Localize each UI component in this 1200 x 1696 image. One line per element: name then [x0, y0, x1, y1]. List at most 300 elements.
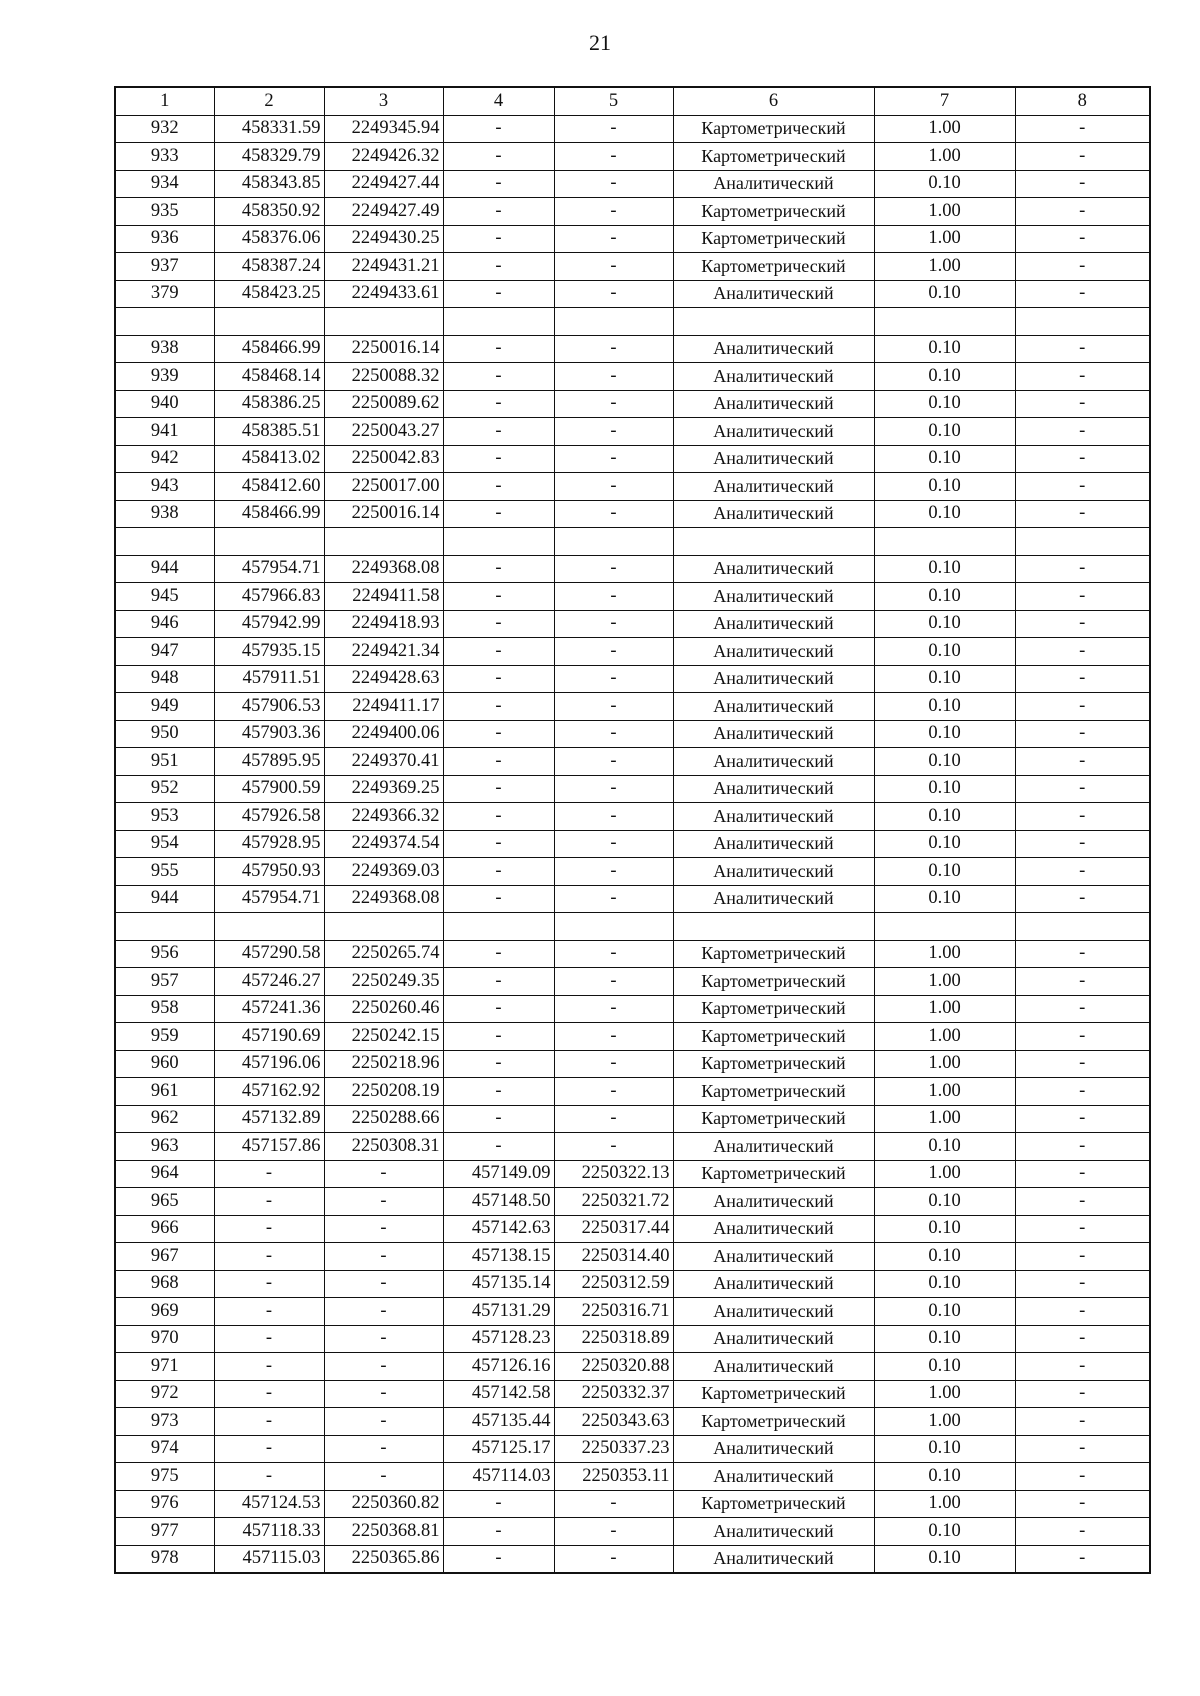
x-existing-cell [214, 308, 324, 336]
method-cell: Аналитический [673, 1243, 874, 1271]
point-number-cell: 967 [115, 1243, 214, 1271]
table-row [115, 1188, 1150, 1216]
point-number-cell: 938 [115, 335, 214, 363]
accuracy-cell: 1.00 [874, 1160, 1015, 1188]
point-number-cell: 940 [115, 390, 214, 418]
accuracy-cell: 0.10 [874, 418, 1015, 446]
accuracy-cell: 0.10 [874, 830, 1015, 858]
x-new-cell: - [443, 170, 554, 198]
method-cell: Аналитический [673, 748, 874, 776]
description-cell: - [1015, 858, 1150, 886]
x-new-cell: - [443, 995, 554, 1023]
y-new-cell: - [554, 253, 673, 281]
table-row [115, 1463, 1150, 1491]
table-row [115, 555, 1150, 583]
point-number-cell: 937 [115, 253, 214, 281]
accuracy-cell: 0.10 [874, 1270, 1015, 1298]
description-cell: - [1015, 1078, 1150, 1106]
method-cell: Картометрический [673, 1380, 874, 1408]
x-existing-cell: - [214, 1243, 324, 1271]
x-existing-cell: - [214, 1435, 324, 1463]
method-cell [673, 308, 874, 336]
method-cell: Аналитический [673, 1463, 874, 1491]
x-existing-cell: 458466.99 [214, 335, 324, 363]
x-new-cell: - [443, 390, 554, 418]
y-new-cell: - [554, 940, 673, 968]
method-cell: Аналитический [673, 473, 874, 501]
description-cell: - [1015, 1050, 1150, 1078]
table-row [115, 335, 1150, 363]
accuracy-cell: 0.10 [874, 363, 1015, 391]
x-existing-cell: 458386.25 [214, 390, 324, 418]
table-row [115, 1325, 1150, 1353]
x-new-cell: - [443, 363, 554, 391]
y-new-cell: - [554, 775, 673, 803]
accuracy-cell: 0.10 [874, 665, 1015, 693]
accuracy-cell: 0.10 [874, 803, 1015, 831]
description-cell: - [1015, 583, 1150, 611]
accuracy-cell [874, 528, 1015, 556]
column-header-4: 4 [443, 87, 554, 115]
accuracy-cell: 0.10 [874, 335, 1015, 363]
description-cell: - [1015, 1490, 1150, 1518]
y-new-cell: - [554, 198, 673, 226]
x-new-cell: - [443, 198, 554, 226]
table-row [115, 1545, 1150, 1573]
x-new-cell: - [443, 748, 554, 776]
description-cell: - [1015, 1105, 1150, 1133]
x-existing-cell: 457132.89 [214, 1105, 324, 1133]
y-new-cell: - [554, 1133, 673, 1161]
accuracy-cell: 0.10 [874, 1133, 1015, 1161]
y-new-cell: - [554, 693, 673, 721]
table-row [115, 418, 1150, 446]
x-new-cell: - [443, 445, 554, 473]
point-number-cell: 952 [115, 775, 214, 803]
table-row [115, 253, 1150, 281]
method-cell: Картометрический [673, 1490, 874, 1518]
table-row [115, 1243, 1150, 1271]
method-cell: Аналитический [673, 638, 874, 666]
x-new-cell: - [443, 803, 554, 831]
x-existing-cell: 458468.14 [214, 363, 324, 391]
x-new-cell: - [443, 555, 554, 583]
table-row [115, 390, 1150, 418]
accuracy-cell: 0.10 [874, 720, 1015, 748]
point-number-cell: 975 [115, 1463, 214, 1491]
description-cell: - [1015, 610, 1150, 638]
y-new-cell: - [554, 115, 673, 143]
y-existing-cell: 2249427.49 [324, 198, 443, 226]
method-cell [673, 528, 874, 556]
point-number-cell: 945 [115, 583, 214, 611]
x-existing-cell: 457290.58 [214, 940, 324, 968]
column-header-2: 2 [214, 87, 324, 115]
table-row [115, 528, 1150, 556]
y-new-cell: - [554, 1050, 673, 1078]
x-existing-cell: 457124.53 [214, 1490, 324, 1518]
method-cell: Аналитический [673, 1215, 874, 1243]
y-existing-cell: 2250260.46 [324, 995, 443, 1023]
accuracy-cell: 0.10 [874, 390, 1015, 418]
point-number-cell: 948 [115, 665, 214, 693]
x-existing-cell: 458343.85 [214, 170, 324, 198]
accuracy-cell: 0.10 [874, 858, 1015, 886]
y-new-cell: - [554, 445, 673, 473]
table-row [115, 583, 1150, 611]
point-number-cell: 953 [115, 803, 214, 831]
accuracy-cell: 0.10 [874, 693, 1015, 721]
x-existing-cell [214, 913, 324, 941]
y-existing-cell: - [324, 1353, 443, 1381]
x-existing-cell: - [214, 1325, 324, 1353]
point-number-cell: 976 [115, 1490, 214, 1518]
table-row [115, 610, 1150, 638]
table-row [115, 803, 1150, 831]
accuracy-cell: 1.00 [874, 940, 1015, 968]
y-new-cell: - [554, 555, 673, 583]
y-existing-cell: - [324, 1298, 443, 1326]
method-cell: Аналитический [673, 858, 874, 886]
y-new-cell: - [554, 170, 673, 198]
x-new-cell: - [443, 830, 554, 858]
method-cell: Картометрический [673, 1160, 874, 1188]
description-cell: - [1015, 225, 1150, 253]
x-existing-cell: 458385.51 [214, 418, 324, 446]
y-existing-cell: 2249374.54 [324, 830, 443, 858]
table-row [115, 1435, 1150, 1463]
x-existing-cell: 457162.92 [214, 1078, 324, 1106]
method-cell: Аналитический [673, 610, 874, 638]
method-cell: Картометрический [673, 1023, 874, 1051]
y-new-cell: 2250320.88 [554, 1353, 673, 1381]
x-new-cell: 457135.44 [443, 1408, 554, 1436]
description-cell: - [1015, 115, 1150, 143]
point-number-cell: 379 [115, 280, 214, 308]
y-existing-cell: 2249366.32 [324, 803, 443, 831]
accuracy-cell: 1.00 [874, 253, 1015, 281]
x-existing-cell: - [214, 1380, 324, 1408]
y-new-cell: - [554, 143, 673, 171]
method-cell: Аналитический [673, 1298, 874, 1326]
point-number-cell: 943 [115, 473, 214, 501]
x-new-cell: - [443, 775, 554, 803]
y-new-cell: 2250353.11 [554, 1463, 673, 1491]
point-number-cell: 970 [115, 1325, 214, 1353]
method-cell: Аналитический [673, 390, 874, 418]
y-existing-cell: 2250365.86 [324, 1545, 443, 1573]
x-existing-cell: 457903.36 [214, 720, 324, 748]
description-cell: - [1015, 775, 1150, 803]
point-number-cell: 962 [115, 1105, 214, 1133]
y-new-cell: - [554, 1518, 673, 1546]
y-new-cell: - [554, 280, 673, 308]
description-cell [1015, 308, 1150, 336]
x-existing-cell: 457246.27 [214, 968, 324, 996]
x-new-cell: - [443, 225, 554, 253]
x-new-cell: 457131.29 [443, 1298, 554, 1326]
description-cell: - [1015, 1188, 1150, 1216]
method-cell: Аналитический [673, 1353, 874, 1381]
method-cell: Картометрический [673, 1408, 874, 1436]
x-existing-cell: 457928.95 [214, 830, 324, 858]
point-number-cell: 955 [115, 858, 214, 886]
description-cell: - [1015, 170, 1150, 198]
y-existing-cell: - [324, 1435, 443, 1463]
accuracy-cell: 0.10 [874, 1215, 1015, 1243]
point-number-cell: 936 [115, 225, 214, 253]
y-existing-cell: 2250017.00 [324, 473, 443, 501]
y-existing-cell: 2249431.21 [324, 253, 443, 281]
accuracy-cell: 1.00 [874, 995, 1015, 1023]
column-header-7: 7 [874, 87, 1015, 115]
table-row [115, 775, 1150, 803]
x-existing-cell: 457935.15 [214, 638, 324, 666]
x-existing-cell: - [214, 1408, 324, 1436]
method-cell: Аналитический [673, 583, 874, 611]
x-existing-cell: - [214, 1215, 324, 1243]
method-cell: Аналитический [673, 170, 874, 198]
table-row [115, 1023, 1150, 1051]
point-number-cell: 946 [115, 610, 214, 638]
y-existing-cell: - [324, 1325, 443, 1353]
y-existing-cell: 2249421.34 [324, 638, 443, 666]
y-new-cell: - [554, 473, 673, 501]
y-existing-cell: 2250360.82 [324, 1490, 443, 1518]
x-new-cell: - [443, 115, 554, 143]
y-existing-cell: - [324, 1463, 443, 1491]
point-number-cell: 941 [115, 418, 214, 446]
point-number-cell: 938 [115, 500, 214, 528]
y-existing-cell: 2249427.44 [324, 170, 443, 198]
x-new-cell: - [443, 968, 554, 996]
description-cell: - [1015, 940, 1150, 968]
accuracy-cell: 0.10 [874, 1518, 1015, 1546]
accuracy-cell: 1.00 [874, 1408, 1015, 1436]
point-number-cell: 954 [115, 830, 214, 858]
description-cell: - [1015, 830, 1150, 858]
x-new-cell: 457138.15 [443, 1243, 554, 1271]
table-row [115, 995, 1150, 1023]
description-cell: - [1015, 1298, 1150, 1326]
x-existing-cell: - [214, 1188, 324, 1216]
y-existing-cell: 2250016.14 [324, 335, 443, 363]
description-cell: - [1015, 473, 1150, 501]
method-cell: Аналитический [673, 555, 874, 583]
x-existing-cell: 457966.83 [214, 583, 324, 611]
table-row [115, 1490, 1150, 1518]
table-body [115, 115, 1150, 1573]
description-cell: - [1015, 390, 1150, 418]
y-new-cell: 2250312.59 [554, 1270, 673, 1298]
x-new-cell: - [443, 143, 554, 171]
description-cell: - [1015, 1518, 1150, 1546]
x-existing-cell: 458423.25 [214, 280, 324, 308]
y-new-cell: 2250317.44 [554, 1215, 673, 1243]
y-new-cell [554, 913, 673, 941]
x-new-cell: - [443, 1545, 554, 1573]
point-number-cell: 977 [115, 1518, 214, 1546]
description-cell: - [1015, 1243, 1150, 1271]
table-row [115, 1518, 1150, 1546]
x-new-cell: - [443, 693, 554, 721]
method-cell: Аналитический [673, 1270, 874, 1298]
point-number-cell: 935 [115, 198, 214, 226]
x-new-cell: - [443, 583, 554, 611]
y-new-cell: 2250332.37 [554, 1380, 673, 1408]
method-cell: Картометрический [673, 968, 874, 996]
point-number-cell: 944 [115, 885, 214, 913]
x-existing-cell: 458376.06 [214, 225, 324, 253]
point-number-cell: 966 [115, 1215, 214, 1243]
description-cell: - [1015, 1353, 1150, 1381]
x-existing-cell: 457190.69 [214, 1023, 324, 1051]
description-cell: - [1015, 1408, 1150, 1436]
accuracy-cell: 1.00 [874, 1050, 1015, 1078]
x-existing-cell: 457241.36 [214, 995, 324, 1023]
point-number-cell: 939 [115, 363, 214, 391]
point-number-cell: 971 [115, 1353, 214, 1381]
point-number-cell [115, 528, 214, 556]
accuracy-cell: 0.10 [874, 500, 1015, 528]
accuracy-cell: 1.00 [874, 1078, 1015, 1106]
description-cell: - [1015, 720, 1150, 748]
y-existing-cell [324, 308, 443, 336]
accuracy-cell: 0.10 [874, 445, 1015, 473]
description-cell: - [1015, 1545, 1150, 1573]
accuracy-cell: 0.10 [874, 280, 1015, 308]
method-cell [673, 913, 874, 941]
point-number-cell: 944 [115, 555, 214, 583]
x-existing-cell: 457196.06 [214, 1050, 324, 1078]
y-new-cell: - [554, 583, 673, 611]
y-new-cell: - [554, 1490, 673, 1518]
x-new-cell: - [443, 638, 554, 666]
y-existing-cell: 2250208.19 [324, 1078, 443, 1106]
description-cell: - [1015, 803, 1150, 831]
description-cell: - [1015, 1435, 1150, 1463]
x-new-cell: - [443, 253, 554, 281]
x-new-cell: 457128.23 [443, 1325, 554, 1353]
accuracy-cell: 0.10 [874, 1298, 1015, 1326]
x-existing-cell: 457950.93 [214, 858, 324, 886]
accuracy-cell: 1.00 [874, 1380, 1015, 1408]
accuracy-cell: 0.10 [874, 610, 1015, 638]
x-new-cell: - [443, 335, 554, 363]
description-cell: - [1015, 665, 1150, 693]
y-new-cell: - [554, 858, 673, 886]
description-cell: - [1015, 995, 1150, 1023]
y-existing-cell: 2249400.06 [324, 720, 443, 748]
x-new-cell [443, 528, 554, 556]
y-existing-cell: - [324, 1408, 443, 1436]
table-row [115, 198, 1150, 226]
description-cell: - [1015, 363, 1150, 391]
column-header-1: 1 [115, 87, 214, 115]
description-cell: - [1015, 1133, 1150, 1161]
x-existing-cell: 457895.95 [214, 748, 324, 776]
method-cell: Картометрический [673, 143, 874, 171]
table-row [115, 720, 1150, 748]
table-row [115, 1160, 1150, 1188]
x-existing-cell: 457157.86 [214, 1133, 324, 1161]
table-row [115, 693, 1150, 721]
table-row [115, 858, 1150, 886]
table-row [115, 885, 1150, 913]
point-number-cell: 933 [115, 143, 214, 171]
accuracy-cell: 1.00 [874, 1023, 1015, 1051]
y-existing-cell: 2250218.96 [324, 1050, 443, 1078]
description-cell: - [1015, 1463, 1150, 1491]
method-cell: Аналитический [673, 280, 874, 308]
y-existing-cell: 2250288.66 [324, 1105, 443, 1133]
y-existing-cell: - [324, 1215, 443, 1243]
method-cell: Картометрический [673, 115, 874, 143]
y-new-cell: 2250321.72 [554, 1188, 673, 1216]
point-number-cell: 963 [115, 1133, 214, 1161]
x-existing-cell: 457926.58 [214, 803, 324, 831]
accuracy-cell: 1.00 [874, 1490, 1015, 1518]
x-new-cell: - [443, 1023, 554, 1051]
method-cell: Картометрический [673, 1105, 874, 1133]
table-row [115, 500, 1150, 528]
y-existing-cell: 2249368.08 [324, 555, 443, 583]
x-new-cell [443, 308, 554, 336]
column-header-6: 6 [673, 87, 874, 115]
point-number-cell: 934 [115, 170, 214, 198]
accuracy-cell: 1.00 [874, 115, 1015, 143]
y-existing-cell: 2249411.17 [324, 693, 443, 721]
x-new-cell: - [443, 610, 554, 638]
description-cell: - [1015, 1215, 1150, 1243]
y-new-cell: - [554, 638, 673, 666]
x-existing-cell: - [214, 1270, 324, 1298]
description-cell: - [1015, 748, 1150, 776]
table-row [115, 1078, 1150, 1106]
table-row [115, 1270, 1150, 1298]
accuracy-cell: 0.10 [874, 1188, 1015, 1216]
method-cell: Аналитический [673, 885, 874, 913]
x-new-cell: - [443, 1078, 554, 1106]
accuracy-cell: 0.10 [874, 1435, 1015, 1463]
accuracy-cell: 0.10 [874, 170, 1015, 198]
table-row [115, 115, 1150, 143]
y-existing-cell [324, 528, 443, 556]
description-cell: - [1015, 555, 1150, 583]
y-existing-cell: 2250089.62 [324, 390, 443, 418]
point-number-cell: 964 [115, 1160, 214, 1188]
y-existing-cell: 2249433.61 [324, 280, 443, 308]
method-cell: Аналитический [673, 693, 874, 721]
table-row [115, 1298, 1150, 1326]
point-number-cell: 974 [115, 1435, 214, 1463]
method-cell: Картометрический [673, 253, 874, 281]
accuracy-cell: 0.10 [874, 1545, 1015, 1573]
method-cell: Аналитический [673, 1133, 874, 1161]
description-cell: - [1015, 253, 1150, 281]
coordinates-table [114, 86, 1151, 1574]
y-existing-cell: 2250088.32 [324, 363, 443, 391]
y-existing-cell: - [324, 1160, 443, 1188]
x-new-cell: 457125.17 [443, 1435, 554, 1463]
y-existing-cell: 2249411.58 [324, 583, 443, 611]
y-existing-cell: - [324, 1380, 443, 1408]
point-number-cell: 972 [115, 1380, 214, 1408]
table-row [115, 940, 1150, 968]
x-new-cell: - [443, 665, 554, 693]
description-cell [1015, 913, 1150, 941]
x-new-cell: 457148.50 [443, 1188, 554, 1216]
